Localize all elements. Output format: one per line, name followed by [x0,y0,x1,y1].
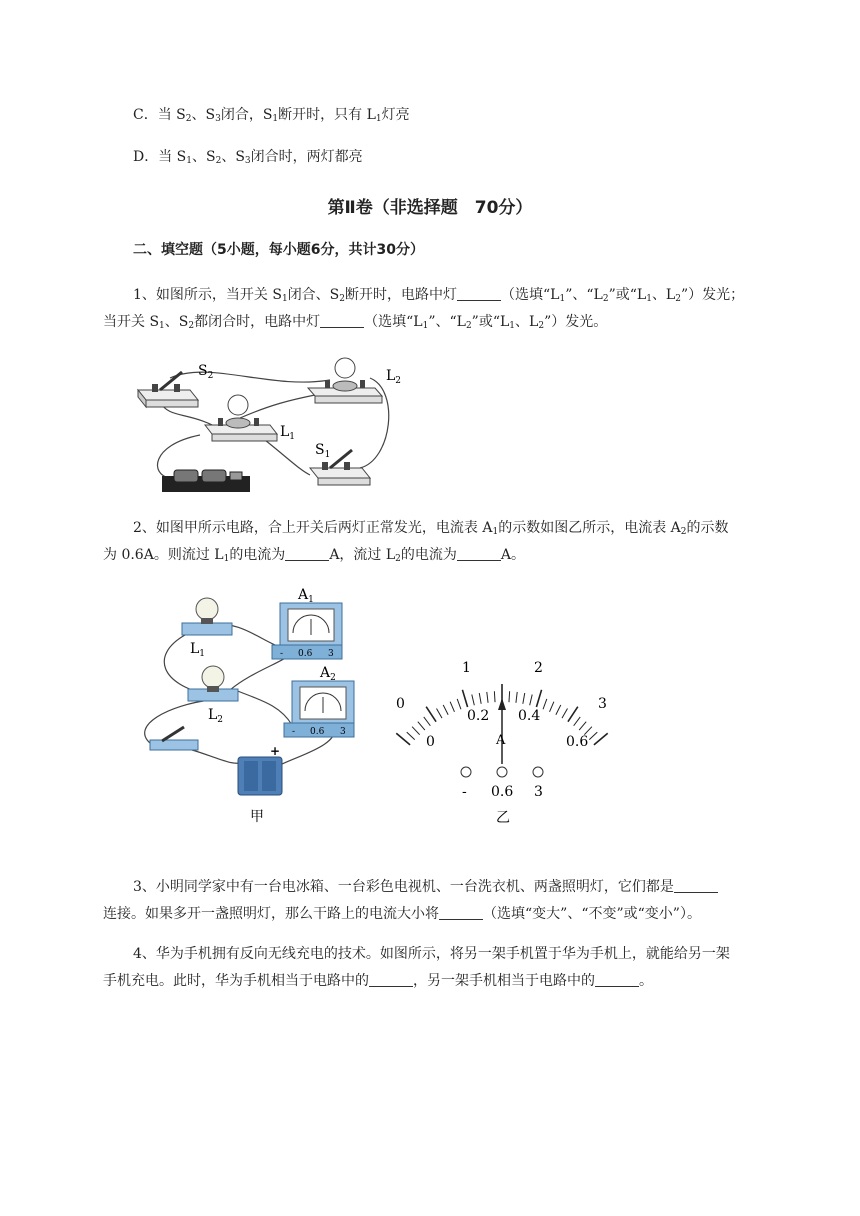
q2-line1: 2、如图甲所示电路，合上开关后两灯正常发光，电流表 $A_1$的示数如图乙所示，电流表 $A_2$的示数 [133,520,729,537]
dial-tick [589,732,597,740]
dial-tick [450,702,454,712]
top-tick-2: 2 [534,660,543,676]
svg-text:-: - [292,727,296,737]
dial-tick [579,722,586,730]
dial-tick [479,693,481,704]
q1-line1: 1、如图所示，当开关 $S_1$闭合、$S_2$断开时，电路中灯 （选填“$L_1$”、“$L_2$”或“$L_1$、$L_2$”）发光； [133,287,745,304]
dial-tick [412,727,420,735]
s1-label: $S_1$ [315,442,331,460]
dial-tick [424,717,431,726]
dial-tick [550,702,554,712]
q1-circuit-figure [130,350,420,495]
svg-text:0.6: 0.6 [298,649,313,659]
q4-line2: 手机充电。此时，华为手机相当于电路中的 ，另一架手机相当于电路中的 。 [103,973,653,989]
svg-text:-: - [462,784,467,800]
q2-line2: 为 0.6A。则流过 $L_1$的电流为 A，流过 $L_2$的电流为 A。 [103,547,526,564]
terminal-3 [533,767,543,777]
l1-label: $L_1$ [280,424,296,442]
ammeter-a2 [284,681,354,737]
option-d: D．当 $S_1$、$S_2$、$S_3$闭合时，两灯都亮 [133,149,363,166]
section-heading: 二、填空题（5小题，每小题6分，共计30分） [133,242,424,258]
dial-tick [437,709,443,719]
dial-tick [523,693,525,704]
q2-figure-jia [130,585,360,825]
option-c: C．当 $S_2$、$S_3$闭合，$S_1$断开时，只有 $L_1$灯亮 [133,107,410,124]
svg-text:3: 3 [534,784,543,800]
dial-tick [536,690,541,707]
a2-label: $A_2$ [320,665,336,683]
bottom-tick-3: 0.6 [566,734,589,750]
q4-blank-1[interactable] [369,972,413,987]
dial-tick [562,709,568,719]
needle-label: A [496,733,506,748]
part-title: 第Ⅱ卷（非选择题 70分） [327,198,533,218]
q3-line1: 3、小明同学家中有一台电冰箱、一台彩色电视机、一台洗衣机、两盏照明灯，它们都是 [133,876,718,898]
q3-blank-2[interactable] [439,905,483,920]
battery [162,470,250,492]
dial-tick [396,733,410,745]
l1-label: $L_1$ [190,641,206,659]
lamp-l1 [182,598,232,635]
top-tick-1: 1 [462,660,471,676]
dial-tick [472,695,475,706]
lamp-l1 [205,395,277,441]
q3-line2: 连接。如果多开一盏照明灯，那么干路上的电流大小将 （选填“变大”、“不变”或“变小”）。 [103,906,701,922]
switch [150,727,198,750]
dial-tick [443,705,448,715]
dial-tick [457,699,461,709]
dial-tick [509,691,510,702]
svg-text:+: + [270,744,281,758]
dial-tick [568,707,578,722]
terminal-minus [461,767,471,777]
q4-blank-2[interactable] [595,972,639,987]
dial-tick [594,733,608,745]
bottom-tick-1: 0.2 [467,708,490,724]
q2-blank-2[interactable] [457,546,501,561]
battery [238,744,282,795]
dial-tick [574,717,581,726]
bottom-tick-2: 0.4 [518,708,541,724]
q1-blank-2[interactable] [320,313,364,328]
lamp-l2 [308,358,382,403]
svg-text:0.6: 0.6 [310,727,325,737]
dial-tick [462,690,467,707]
ammeter-a1 [272,603,342,659]
dial-tick [407,732,415,740]
switch-s2 [138,372,198,407]
top-tick-3: 3 [598,696,607,712]
dial-tick [516,692,517,703]
q4-line1: 4、华为手机拥有反向无线充电的技术。如图所示，将另一架手机置于华为手机上，就能给另一架 [133,946,730,962]
dial-tick [426,707,436,722]
dial-tick [418,722,425,730]
svg-text:-: - [280,649,284,659]
q2-blank-1[interactable] [285,546,329,561]
q3-blank-1[interactable] [674,878,718,893]
lamp-l2 [188,666,238,701]
top-tick-0: 0 [396,696,405,712]
dial-tick [487,692,488,703]
q2-figure-yi [390,652,630,832]
s2-label: $S_2$ [198,363,214,381]
a1-label: $A_1$ [298,587,314,605]
svg-text:0.6: 0.6 [491,784,514,800]
q1-line2: 当开关 $S_1$、$S_2$都闭合时，电路中灯 （选填“$L_1$”、“$L_2$”或“$L_1$、$L_2$”）发光。 [103,314,608,331]
q1-blank-1[interactable] [457,286,501,301]
bottom-tick-0: 0 [426,734,435,750]
dial-tick [494,691,495,702]
dial-tick [543,699,547,709]
dial-tick [556,705,561,715]
figure-yi-caption: 乙 [496,810,510,826]
figure-jia-caption: 甲 [250,809,264,825]
terminal-0.6 [497,767,507,777]
l2-label: $L_2$ [386,368,402,386]
l2-label: $L_2$ [208,707,224,725]
svg-text:3: 3 [328,649,334,659]
svg-text:3: 3 [340,727,346,737]
dial-tick [530,695,533,706]
